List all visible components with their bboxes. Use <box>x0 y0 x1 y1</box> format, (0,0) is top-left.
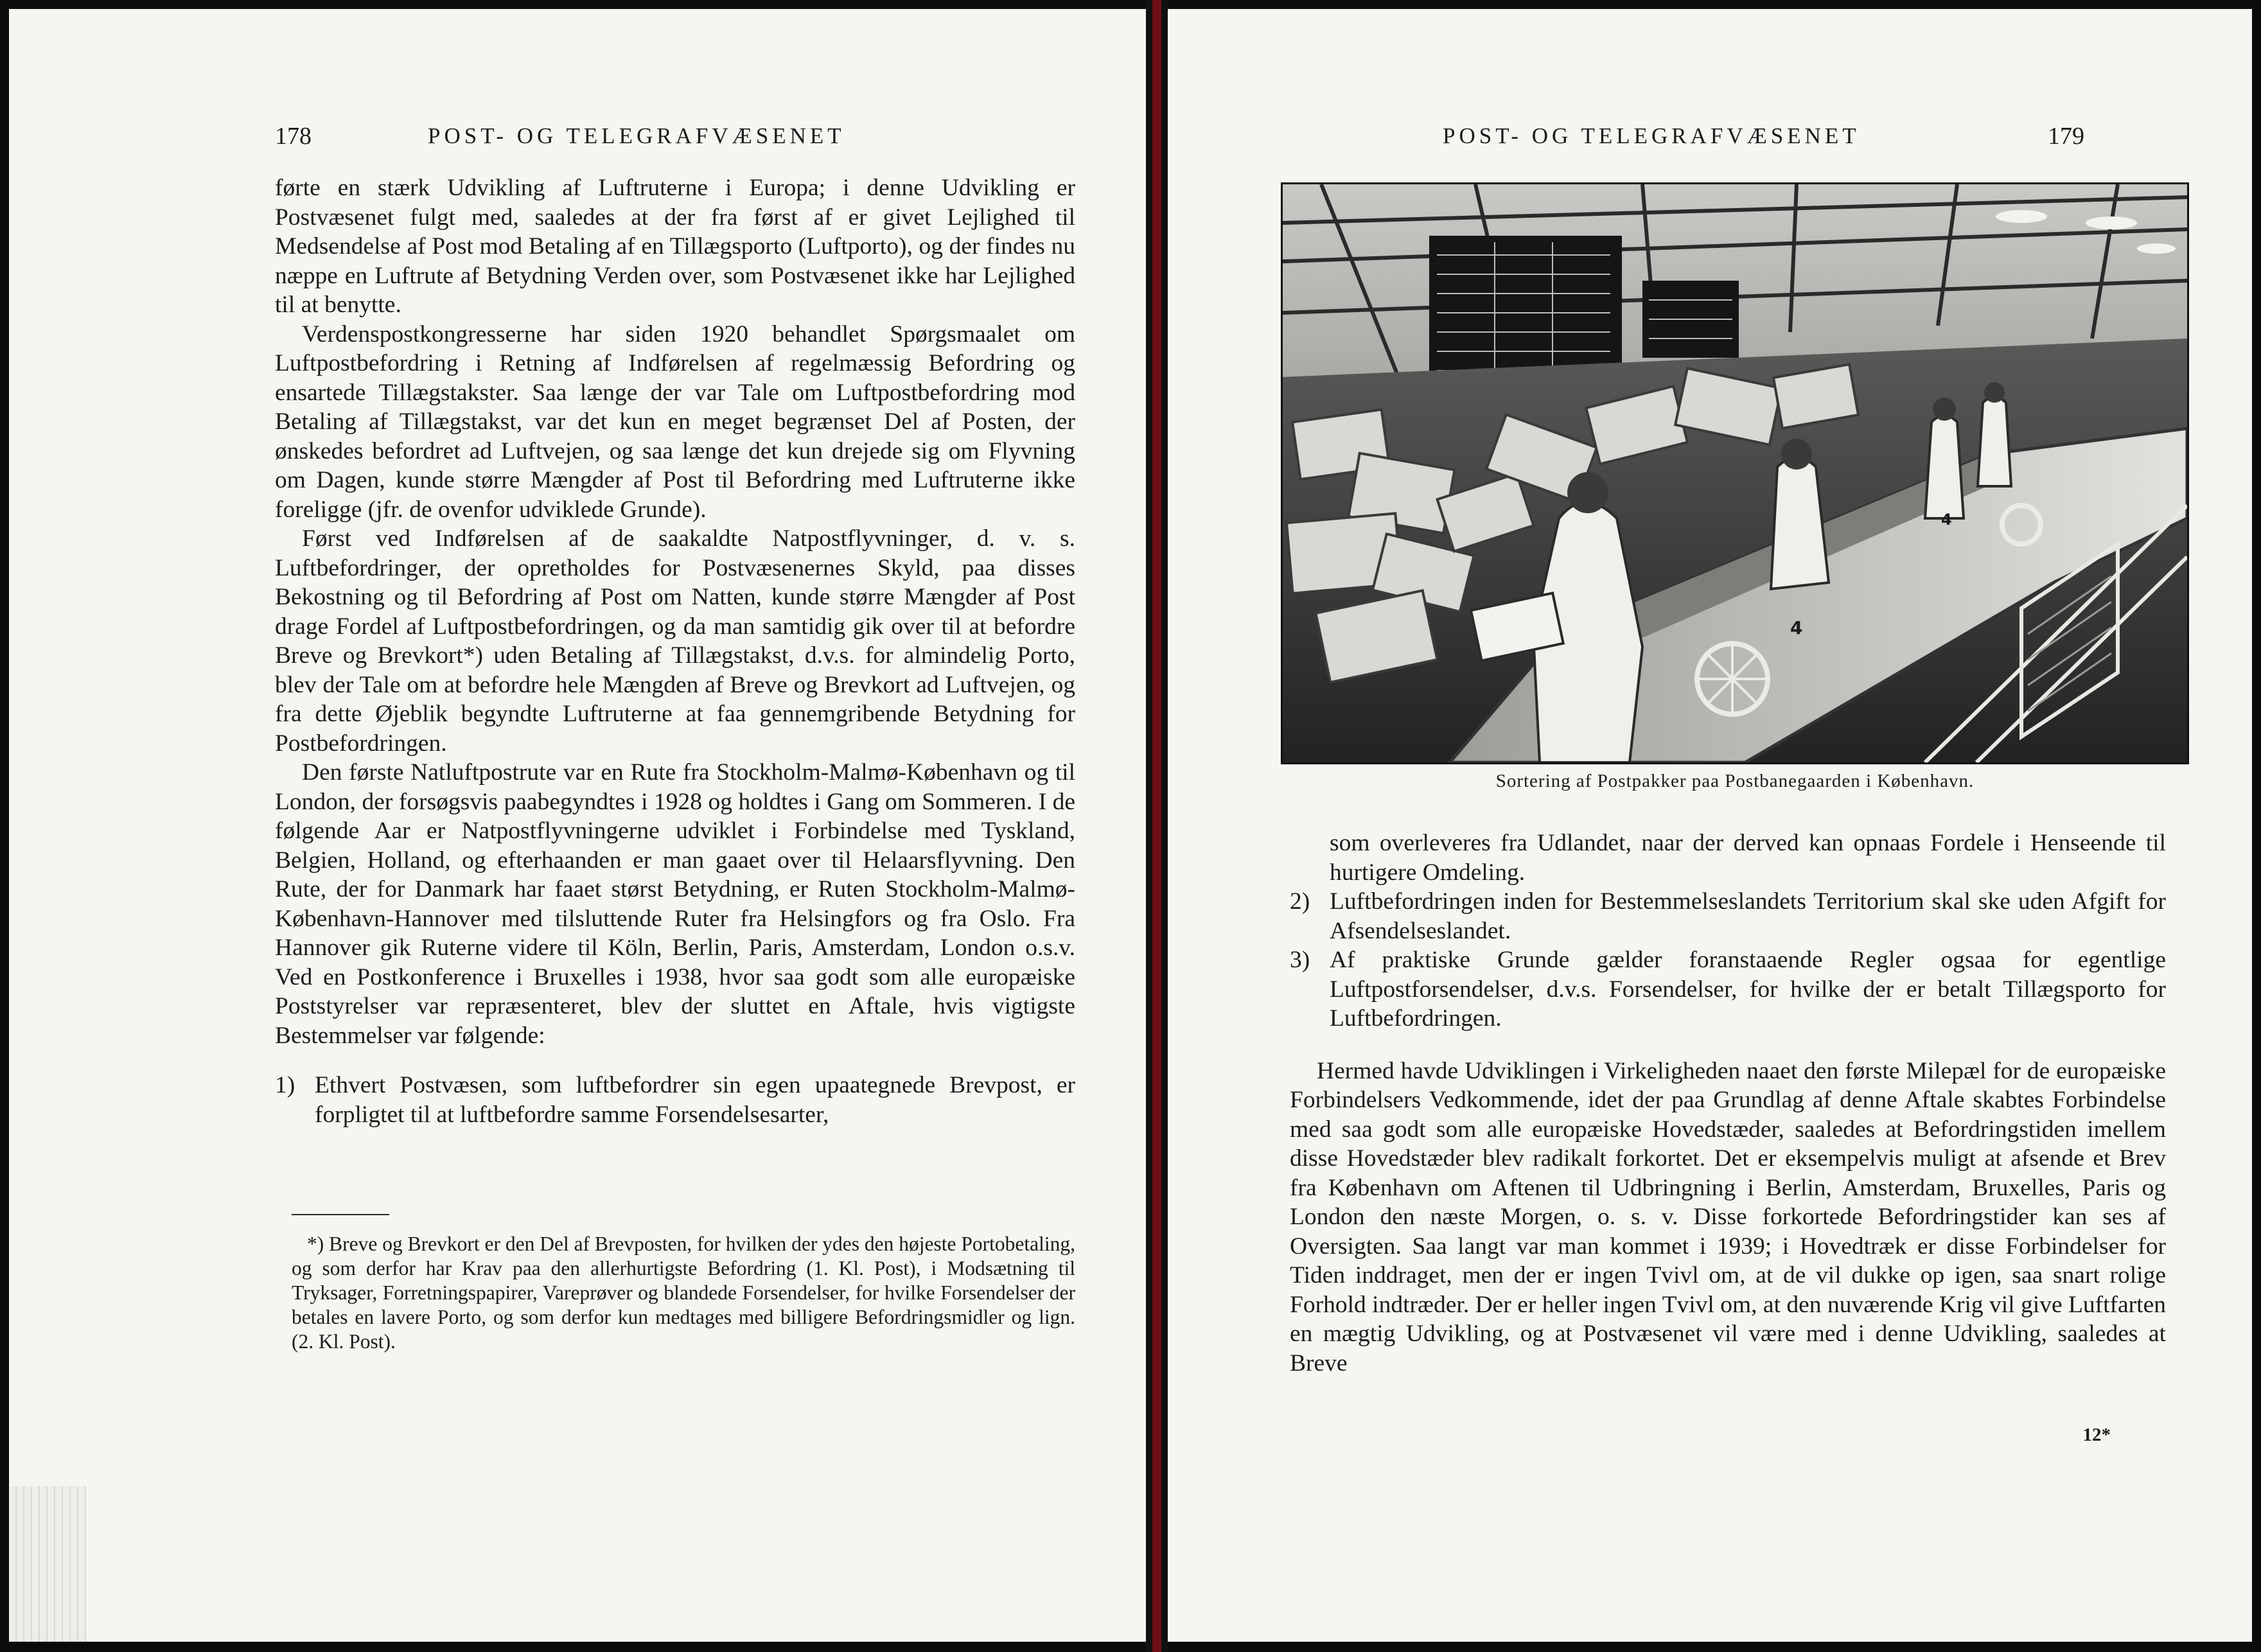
book-spine <box>1146 0 1168 1652</box>
figure-caption: Sortering af Postpakker paa Postbanegaarden i København. <box>1495 771 1975 791</box>
list-text: som overleveres fra Udlandet, naar der derved kan opnaas Fordele i Henseende til hurtigere Omdeling. <box>1330 830 2166 886</box>
right-body-text <box>1290 829 2166 1378</box>
page-edges <box>9 1486 86 1642</box>
svg-text:4: 4 <box>1941 511 1952 529</box>
left-body-text <box>275 173 1075 1129</box>
paragraph: Hermed havde Udviklingen i Virkeligheden naaet den første Milepæl for de europæiske Forbindelsers Vedkommende, idet der paa Grundlag af denne Aftale skabtes Forbindelse med saa godt som alle europæiske Hovedstæder, saaledes at Befordringstiden imellem disse Hovedstæder blev radikalt forkortet. Det er eksempelvis muligt at afsende et Brev fra København om Aftenen til Udbringning i Berlin, Amsterdam, Bruxelles, Paris og London den næste Morgen, o. s. v. Disse forkortede Befordringstider kan ses af Oversigten. Saa langt var man kommet i 1939; i Hovedtræk er disse Forbindelser for Tiden inddraget, men der er ingen Tvivl om, at de vil dukke op igen, saa snart rolige Forhold indtræder. Der er heller ingen Tvivl om, at den nuværende Krig vil give Luftfarten en mægtig Udvikling, og at Postvæsenet vil være med i denne Udvikling, saaledes at Breve <box>1290 1057 2166 1376</box>
list-item <box>1290 887 2166 945</box>
paragraph: førte en stærk Udvikling af Luftruterne i Europa; i denne Udvikling er Postvæsenet fulgt med, saaledes at der fra først af er givet Lejlighed til Medsendelse af Post mod Betaling af en Tillægsporto (Luftporto), og der findes nu næppe en Luftrute af Betydning Verden over, som Postvæsenet ikke har Lejlighed til at benytte. <box>275 175 1075 318</box>
left-running-head: POST- OG TELEGRAFVÆSENET <box>428 123 845 148</box>
list-item-continuation <box>1290 829 2166 887</box>
list-text: Luftbefordringen inden for Bestemmelseslandets Territorium skal ske uden Afgift for Afsendelseslandet. <box>1330 888 2166 944</box>
list-number: 3) <box>1290 947 1310 973</box>
signature-mark: 12* <box>2082 1425 2111 1445</box>
list-number: 2) <box>1290 888 1310 915</box>
left-page <box>9 9 1146 1642</box>
footnote-text: *) Breve og Brevkort er den Del af Brevposten, for hvilken der ydes den højeste Portobetaling, og som derfor har Krav paa den allerhurtigste Befordring (1. Kl. Post), i Modsætning til Tryksager, Forretningspapirer, Vareprøver og blandede Forsendelser, for hvilke Forsendelser der betales en lavere Porto, og som derfor kun medtages med billigere Befordringsmidler og lign. (2. Kl. Post). <box>292 1233 1075 1353</box>
footnote <box>292 1232 1075 1354</box>
left-page-number: 178 <box>275 123 312 150</box>
list-text: Ethvert Postvæsen, som luftbefordrer sin egen upaategnede Brevpost, er forpligtet til at luftbefordre samme Forsendelsesarter, <box>315 1072 1075 1128</box>
footnote-rule <box>292 1214 389 1215</box>
right-page <box>1168 9 2252 1642</box>
list-number: 1) <box>275 1072 295 1098</box>
post-sorting-photograph <box>1281 182 2189 764</box>
list-item <box>1290 945 2166 1033</box>
spine-binding <box>1152 0 1161 1652</box>
photograph-image <box>1283 184 2187 762</box>
list-item <box>275 1071 1075 1129</box>
right-running-head: POST- OG TELEGRAFVÆSENET <box>1443 123 1860 148</box>
paragraph: Verdenspostkongresserne har siden 1920 behandlet Spørgsmaalet om Luftpostbefordring i Retning af Indførelsen af regelmæssig Befordring og ensartede Tillægstakster. Saa længe der var Tale om Luftpostbefordring mod Betaling af Tillægstakst, var det kun en meget begrænset Del af Posten, der ønskedes befordret ad Luftvejen, og saa længe det kun drejede sig om Flyvning om Dagen, kunde større Mængder af Post til Befordring med Luftruterne ikke foreligge (jfr. de ovenfor udviklede Grunde). <box>275 321 1075 523</box>
svg-text:4: 4 <box>1790 617 1803 638</box>
right-page-number: 179 <box>2048 123 2084 150</box>
list-text: Af praktiske Grunde gælder foranstaaende Regler ogsaa for egentlige Luftpostforsendelser, d.v.s. Forsendelser, for hvilke der er betalt Tillægsporto for Luftbefordringen. <box>1330 947 2166 1032</box>
paragraph: Først ved Indførelsen af de saakaldte Natpostflyvninger, d. v. s. Luftbefordringer, der opretholdes for Postvæsenernes Skyld, paa disses Bekostning og til Befordring af Post om Natten, kunde større Mængder af Post drage Fordel af Luftpostbefordringen, og da man samtidig gik over til at befordre Breve og Brevkort*) uden Betaling af Tillægstakst, d.v.s. for almindelig Porto, blev der Tale om at befordre hele Mængden af Breve og Brevkort ad Luftvejen, og fra dette Øjeblik begyndte Luftruterne at faa gennemgribende Betydning for Postbefordringen. <box>275 525 1075 757</box>
paragraph: Den første Natluftpostrute var en Rute fra Stockholm-Malmø-København og til London, der forsøgsvis paabegyndtes i 1928 og holdtes i Gang om Sommeren. I de følgende Aar er Natpostflyvningerne udviklet i Forbindelse med Tyskland, Belgien, Holland, og efterhaanden er man gaaet over til Helaarsflyvning. Den Rute, der for Danmark har faaet størst Betydning, er Ruten Stockholm-Malmø-København-Hannover med tilsluttende Ruter fra Helsingfors og fra Oslo. Fra Hannover gik Ruterne videre til Köln, Berlin, Paris, Amsterdam, London o.s.v. Ved en Postkonference i Bruxelles i 1938, hvor saa godt som alle europæiske Poststyrelser var repræsenteret, blev der sluttet en Aftale, hvis vigtigste Bestemmelser var følgende: <box>275 759 1075 1049</box>
